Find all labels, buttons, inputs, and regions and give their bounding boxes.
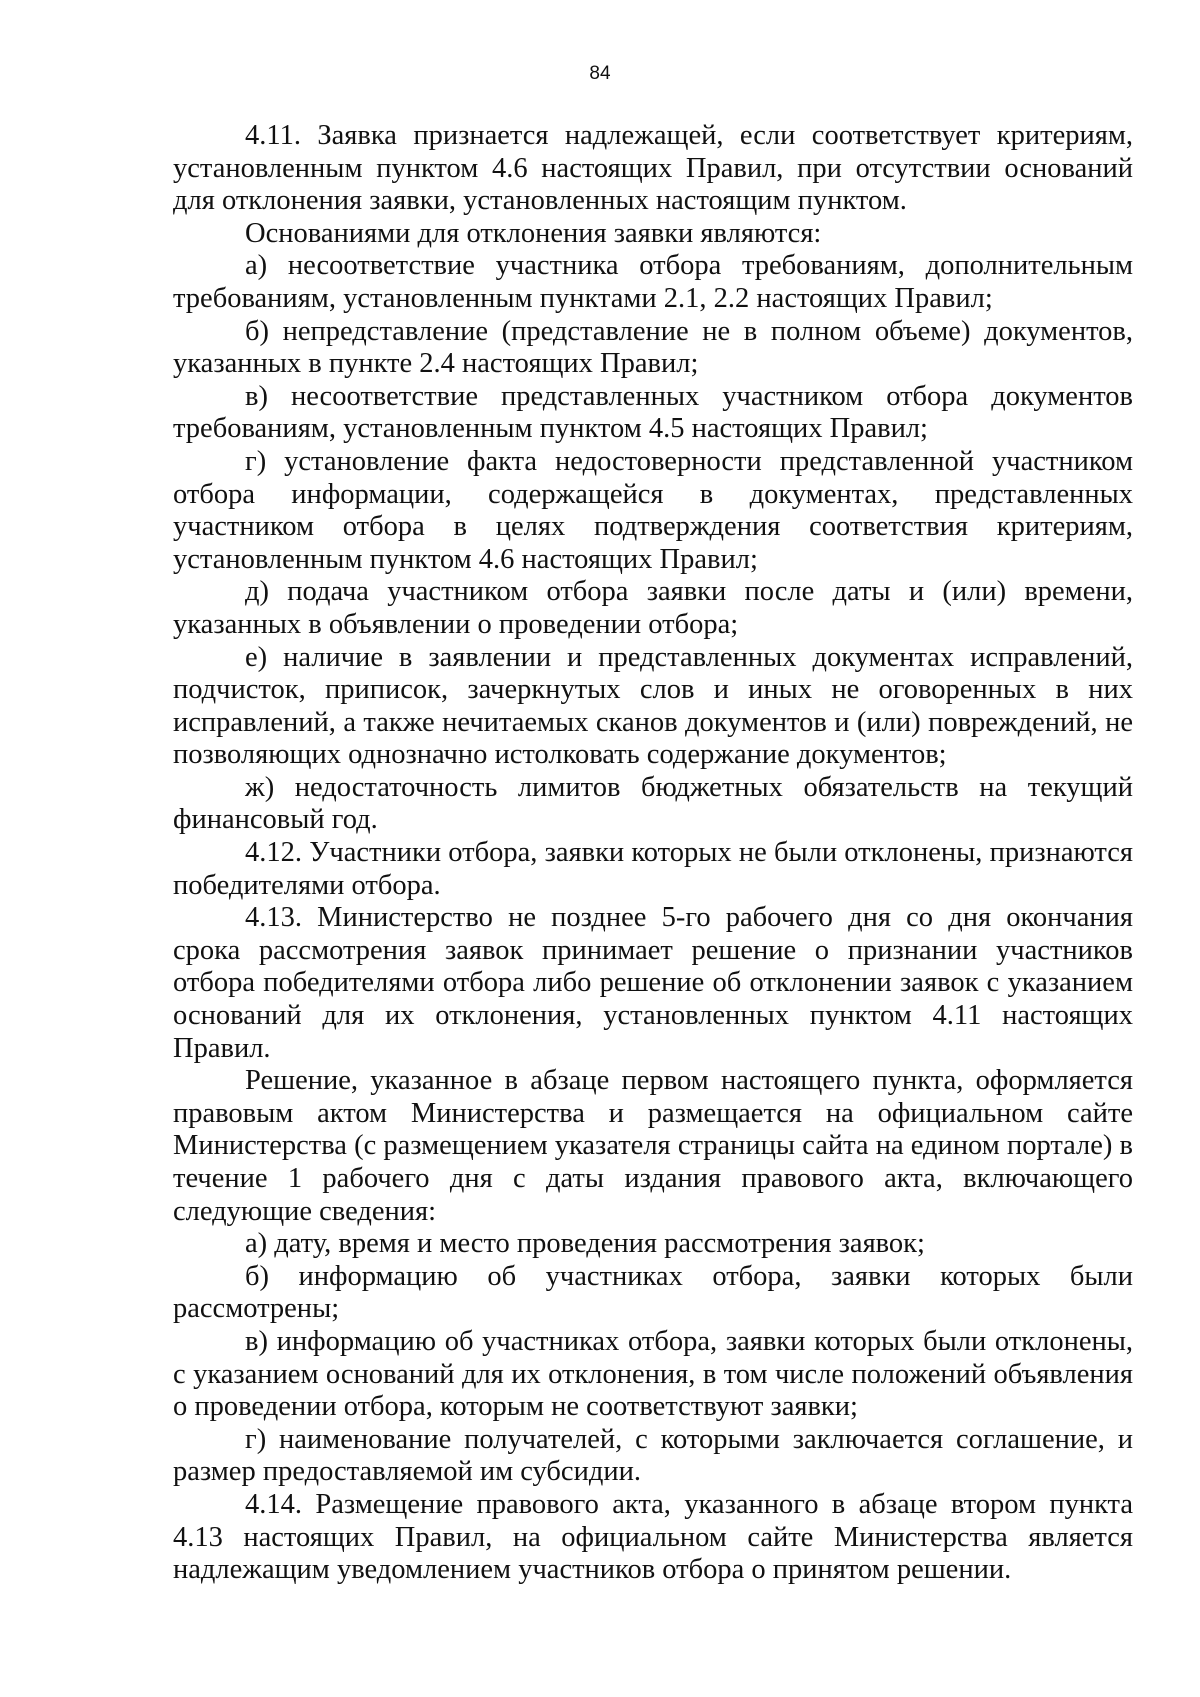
paragraph-item-g: г) установление факта недостоверности представленной участником отбора информации, содержащейся в документах, представленных участником отбора в целях подтверждения соответствия критериям, установленным пунктом 4.6 настоящих Правил; xyxy=(173,445,1133,575)
page-number: 84 xyxy=(589,63,611,84)
paragraph-info-v: в) информацию об участниках отбора, заявки которых были отклонены, с указанием оснований для их отклонения, в том числе положений объявления о проведении отбора, которым не соответствуют заявки; xyxy=(173,1325,1133,1423)
paragraph-item-e: е) наличие в заявлении и представленных документах исправлений, подчисток, приписок, зачеркнутых слов и иных не оговоренных в них исправлений, а также нечитаемых сканов документов и (или) повреждений, не позволяющих однозначно истолковать содержание документов; xyxy=(173,641,1133,771)
paragraph-4-14: 4.14. Размещение правового акта, указанного в абзаце втором пункта 4.13 настоящих Правил, на официальном сайте Министерства является надлежащим уведомлением участников отбора о принятом решении. xyxy=(173,1488,1133,1586)
paragraph-4-11: 4.11. Заявка признается надлежащей, если соответствует критериям, установленным пунктом 4.6 настоящих Правил, при отсутствии оснований для отклонения заявки, установленных настоящим пунктом. xyxy=(173,120,1133,217)
paragraph-4-13: 4.13. Министерство не позднее 5-го рабочего дня со дня окончания срока рассмотрения заявок принимает решение о признании участников отбора победителями отбора либо решение об отклонении заявок с указанием оснований для их отклонения, установленных пунктом 4.11 настоящих Правил. xyxy=(173,902,1133,1064)
paragraph-decision: Решение, указанное в абзаце первом настоящего пункта, оформляется правовым актом Министерства и размещается на официальном сайте Министерства (с размещением указателя страницы сайта на едином портале) в течение 1 рабочего дня с даты издания правового акта, включающего следующие сведения: xyxy=(173,1065,1133,1227)
paragraph-info-b: б) информацию об участниках отбора, заявки которых были рассмотрены; xyxy=(173,1260,1133,1325)
paragraph-item-a: а) несоответствие участника отбора требованиям, дополнительным требованиям, установленным пунктами 2.1, 2.2 настоящих Правил; xyxy=(173,250,1133,314)
paragraph-info-g: г) наименование получателей, с которыми заключается соглашение, и размер предоставляемой им субсидии. xyxy=(173,1423,1133,1488)
document-body xyxy=(173,120,1133,1587)
paragraph-item-b: б) непредставление (представление не в полном объеме) документов, указанных в пункте 2.4 настоящих Правил; xyxy=(173,315,1133,380)
paragraph-4-12: 4.12. Участники отбора, заявки которых не были отклонены, признаются победителями отбора. xyxy=(173,837,1133,901)
paragraph-rejection-grounds: Основаниями для отклонения заявки являются: xyxy=(245,217,822,249)
paragraph-item-v: в) несоответствие представленных участником отбора документов требованиям, установленным пунктом 4.5 настоящих Правил; xyxy=(173,380,1133,445)
paragraph-item-d: д) подача участником отбора заявки после даты и (или) времени, указанных в объявлении о проведении отбора; xyxy=(173,576,1133,640)
paragraph-item-zh: ж) недостаточность лимитов бюджетных обязательств на текущий финансовый год. xyxy=(173,771,1133,836)
paragraph-info-a: а) дату, время и место проведения рассмотрения заявок; xyxy=(245,1228,925,1260)
